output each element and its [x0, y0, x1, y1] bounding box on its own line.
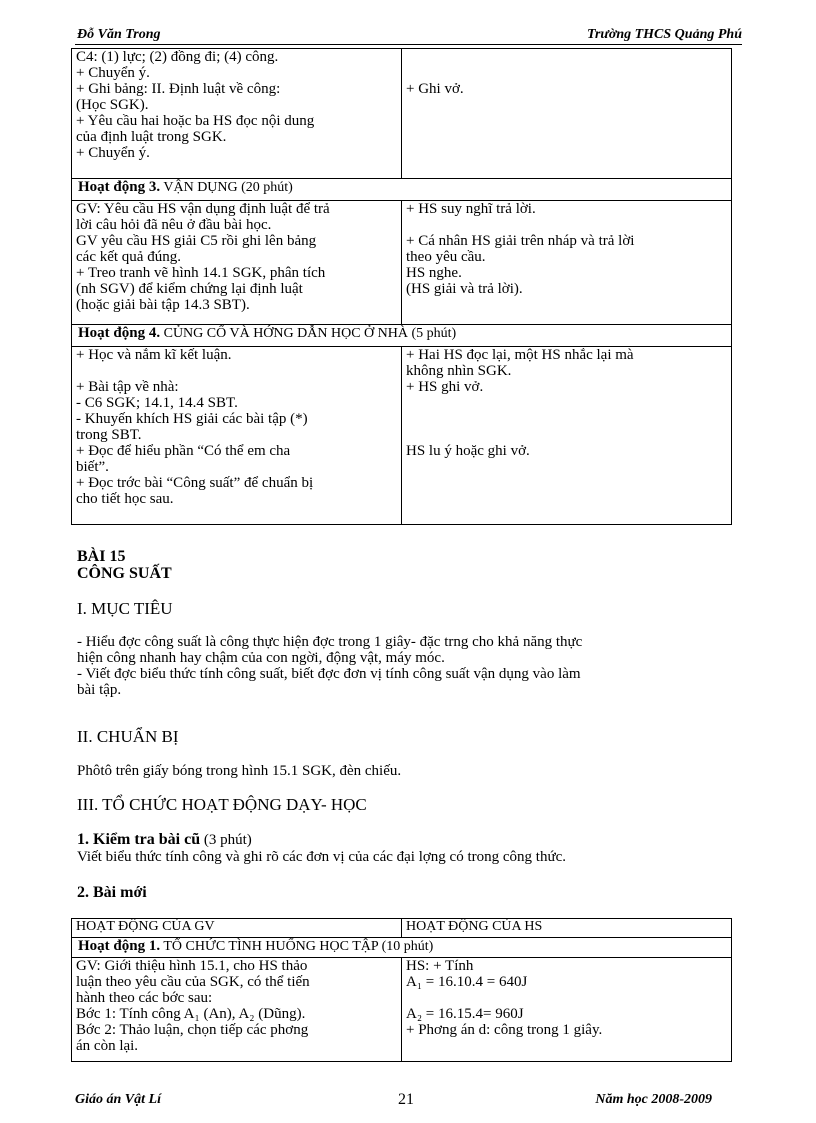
- activity-heading-row: [72, 325, 732, 347]
- hs-cell: + Ghi vở.: [402, 49, 732, 179]
- page-header: [75, 27, 742, 45]
- activity-label: Hoạt động 1.: [78, 938, 161, 954]
- column-header-hs: HOẠT ĐỘNG CỦA HS: [402, 919, 732, 938]
- activity-title: CỦNG CỐ VÀ HỚNG DẪN HỌC Ở NHÀ (5 phút): [160, 326, 457, 341]
- page-footer: [75, 1090, 742, 1110]
- activity-label: Hoạt động 3.: [78, 179, 161, 195]
- table-row: [72, 201, 732, 325]
- activity-table-2: [71, 918, 732, 1062]
- preparation-text: Phôtô trên giấy bóng trong hình 15.1 SGK, đèn chiếu.: [77, 763, 402, 779]
- footer-year: Năm học 2008-2009: [595, 1092, 712, 1107]
- footer-subject: Giáo án Vật Lí: [75, 1092, 161, 1107]
- activity-heading-row: [72, 179, 732, 201]
- section-heading: I. MỤC TIÊU: [77, 599, 173, 618]
- table-header-row: [72, 919, 732, 938]
- activity-heading-row: [72, 938, 732, 958]
- column-header-gv: HOẠT ĐỘNG CỦA GV: [72, 919, 402, 938]
- lesson-number: BÀI 15: [77, 548, 126, 565]
- lesson-title: CÔNG SUẤT: [77, 565, 172, 582]
- section-heading: III. TỔ CHỨC HOẠT ĐỘNG DẠY- HỌC: [77, 795, 367, 814]
- hs-cell: + Hai HS đọc lại, một HS nhắc lại mà không nhìn SGK. + HS ghi vở. HS lu ý hoặc ghi vở.: [402, 347, 732, 525]
- page-number: 21: [398, 1091, 414, 1108]
- activity-label: Hoạt động 4.: [78, 325, 161, 341]
- subsection-heading: 1. Kiểm tra bài cũ (3 phút): [77, 831, 252, 848]
- table-row: [72, 347, 732, 525]
- gv-cell: C4: (1) lực; (2) đồng đi; (4) công. + Chuyển ý. + Ghi bảng: II. Định luật về công: (Học SGK). + Yêu cầu hai hoặc ba HS đọc nội dung của định luật trong SGK. + Chuyển ý.: [72, 49, 402, 179]
- gv-cell: GV: Yêu cầu HS vận dụng định luật để trả lời câu hỏi đã nêu ở đầu bài học. GV yêu cầu HS giải C5 rồi ghi lên bảng các kết quả đúng. + Treo tranh vẽ hình 14.1 SGK, phân tích (nh SGV) để kiểm chứng lại định luật (hoặc giải bài tập 14.3 SBT).: [72, 201, 402, 325]
- review-text: Viết biểu thức tính công và ghi rõ các đơn vị của các đại lợng có trong công thức.: [77, 849, 566, 865]
- objectives-text: - Hiểu đợc công suất là công thực hiện đợc trong 1 giây- đặc trng cho khả năng thực hiện công nhanh hay chậm của con ngời, động vật, máy móc. - Viết đợc biểu thức tính công suất, biết đợc đơn vị tính công suất vận dụng vào làm bài tập.: [77, 634, 583, 698]
- header-school: Trường THCS Quảng Phú: [586, 27, 742, 42]
- activity-title: TỔ CHỨC TÌNH HUỐNG HỌC TẬP (10 phút): [160, 939, 434, 954]
- gv-cell: + Học và nắm kĩ kết luận. + Bài tập về nhà: - C6 SGK; 14.1, 14.4 SBT. - Khuyến khích HS giải các bài tập (*) trong SBT. + Đọc để hiểu phần “Có thể em cha biết”. + Đọc trớc bài “Công suất” để chuẩn bị cho tiết học sau.: [72, 347, 402, 525]
- activity-table-1: [71, 48, 732, 525]
- hs-cell: + HS suy nghĩ trả lời. + Cá nhân HS giải trên nháp và trả lời theo yêu cầu. HS nghe. (HS giải và trả lời).: [402, 201, 732, 325]
- activity-title: VẬN DỤNG (20 phút): [160, 180, 293, 195]
- hs-cell: HS: + Tính A₁ = 16.10.4 = 640J A₂ = 16.15.4= 960J + Phơng án d: công trong 1 giây.: [402, 958, 732, 1062]
- table-row: [72, 49, 732, 179]
- header-author: Đỗ Văn Trong: [77, 27, 161, 42]
- section-heading: II. CHUẨN BỊ: [77, 727, 179, 746]
- subsection-heading: 2. Bài mới: [77, 884, 147, 901]
- gv-cell: GV: Giới thiệu hình 15.1, cho HS thảo luận theo yêu cầu của SGK, có thể tiến hành theo các bớc sau: Bớc 1: Tính công A₁ (An), A₂ (Dũng). Bớc 2: Thảo luận, chọn tiếp các phơng án còn lại.: [72, 958, 402, 1062]
- table-row: [72, 958, 732, 1062]
